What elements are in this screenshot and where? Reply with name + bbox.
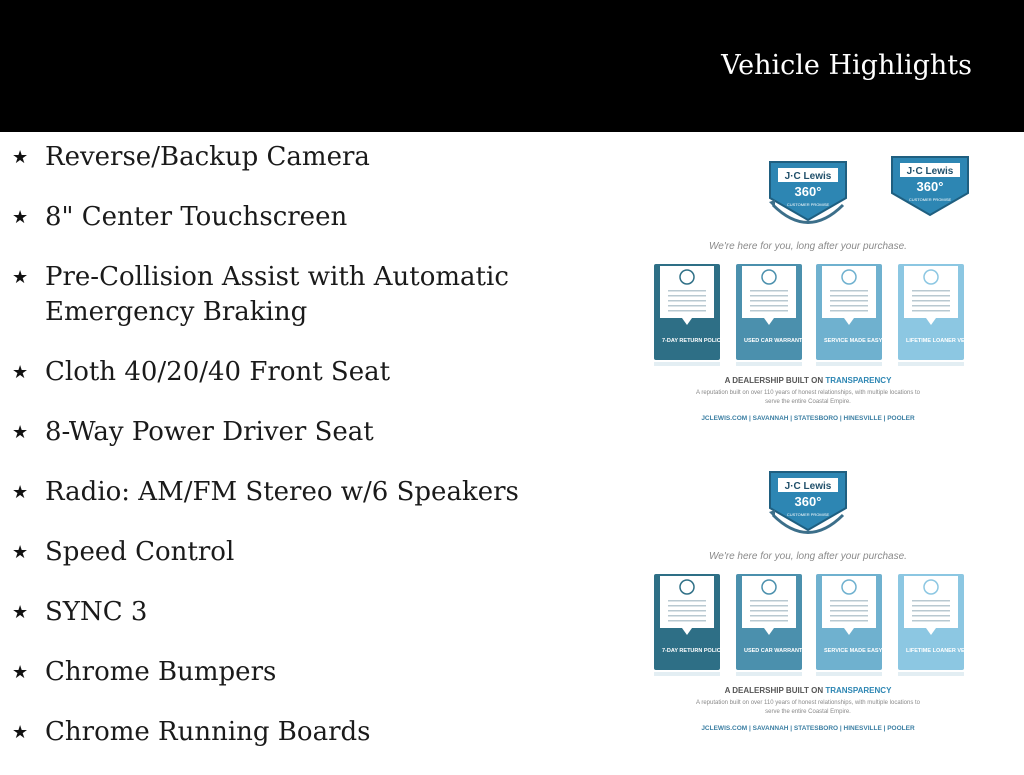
card-text-line <box>668 295 706 297</box>
card-text-line <box>912 605 950 607</box>
feature-text: Radio: AM/FM Stereo w/6 Speakers <box>45 477 519 507</box>
logo-sub: CUSTOMER PROMISE <box>786 512 830 517</box>
card-label: 7-DAY RETURN POLICY <box>662 648 725 654</box>
card-text-line <box>750 600 788 602</box>
card-text-line <box>668 600 706 602</box>
card-text-line <box>830 605 868 607</box>
card-text-line <box>750 310 788 312</box>
card-text-line <box>750 300 788 302</box>
card-text-line <box>830 300 868 302</box>
feature-text: Chrome Running Boards <box>45 717 371 747</box>
star-icon: ★ <box>12 722 29 743</box>
card-text-line <box>750 605 788 607</box>
card-text-line <box>912 295 950 297</box>
card-reflection <box>736 362 802 366</box>
page-header <box>0 0 1024 132</box>
logo-text: J·C Lewis <box>784 481 832 492</box>
feature-item <box>12 200 592 235</box>
feature-text: Reverse/Backup Camera <box>45 142 370 172</box>
feature-item <box>12 655 592 690</box>
card-reflection <box>654 672 720 676</box>
card-text-line <box>668 610 706 612</box>
promo-body-2: serve the entire Coastal Empire. <box>765 399 851 405</box>
page-title: Vehicle Highlights <box>721 50 972 81</box>
feature-text: Speed Control <box>45 537 235 567</box>
logo-360: 360° <box>916 179 944 194</box>
card-text-line <box>830 295 868 297</box>
feature-text: 8-Way Power Driver Seat <box>45 417 374 447</box>
feature-list <box>12 140 592 775</box>
card-text-line <box>830 310 868 312</box>
promo-headline <box>725 686 892 695</box>
card-reflection <box>898 362 964 366</box>
feature-item <box>12 715 592 750</box>
card-text-line <box>750 305 788 307</box>
card-reflection <box>816 672 882 676</box>
logo-360: 360° <box>794 494 822 509</box>
card-text-line <box>830 290 868 292</box>
card-label: SERVICE MADE EASY <box>824 648 883 654</box>
promo-headline <box>725 376 892 385</box>
feature-item <box>12 260 592 330</box>
card-reflection <box>736 672 802 676</box>
card-text-line <box>668 305 706 307</box>
star-icon: ★ <box>12 542 29 563</box>
card-label: USED CAR WARRANTY <box>744 648 807 654</box>
card-text-line <box>750 620 788 622</box>
card-label: 7-DAY RETURN POLICY <box>662 338 725 344</box>
card-text-line <box>750 610 788 612</box>
card-text-line <box>750 615 788 617</box>
card-text-line <box>912 600 950 602</box>
logo-sub: CUSTOMER PROMISE <box>786 202 830 207</box>
card-text-line <box>830 620 868 622</box>
feature-item <box>12 475 592 510</box>
card-text-line <box>668 620 706 622</box>
swoosh-arrow-icon <box>769 510 775 518</box>
card-reflection <box>654 362 720 366</box>
card-label: USED CAR WARRANTY <box>744 338 807 344</box>
card-text-line <box>750 295 788 297</box>
star-icon: ★ <box>12 207 29 228</box>
star-icon: ★ <box>12 267 29 288</box>
feature-text: Chrome Bumpers <box>45 657 277 687</box>
feature-text: SYNC 3 <box>45 597 148 627</box>
headline-emphasis: TRANSPARENCY <box>825 376 892 385</box>
swoosh-arrow-icon <box>769 200 775 208</box>
promo-graphic-2 <box>648 460 982 735</box>
promo-locations: JCLEWIS.COM | SAVANNAH | STATESBORO | HINESVILLE | POOLER <box>701 415 915 422</box>
card-label: LIFETIME LOANER VEHICLE <box>906 338 982 344</box>
card-text-line <box>912 610 950 612</box>
card-text-line <box>668 310 706 312</box>
card-text-line <box>912 300 950 302</box>
promo-body-2: serve the entire Coastal Empire. <box>765 709 851 715</box>
card-text-line <box>830 305 868 307</box>
card-text-line <box>668 605 706 607</box>
card-text-line <box>830 600 868 602</box>
feature-item <box>12 355 592 390</box>
promo-locations: JCLEWIS.COM | SAVANNAH | STATESBORO | HINESVILLE | POOLER <box>701 725 915 732</box>
card-text-line <box>668 300 706 302</box>
card-text-line <box>668 290 706 292</box>
card-text-line <box>750 290 788 292</box>
feature-text: 8" Center Touchscreen <box>45 202 348 232</box>
star-icon: ★ <box>12 422 29 443</box>
star-icon: ★ <box>12 147 29 168</box>
headline-emphasis: TRANSPARENCY <box>825 686 892 695</box>
feature-item <box>12 595 592 630</box>
feature-item <box>12 140 592 175</box>
feature-text: Cloth 40/20/40 Front Seat <box>45 357 391 387</box>
star-icon: ★ <box>12 662 29 683</box>
star-icon: ★ <box>12 362 29 383</box>
promo-graphic-1 <box>648 150 982 425</box>
logo-360: 360° <box>794 184 822 199</box>
feature-text: Pre-Collision Assist with Automatic Emergency Braking <box>45 262 509 327</box>
card-text-line <box>830 615 868 617</box>
card-text-line <box>912 310 950 312</box>
star-icon: ★ <box>12 602 29 623</box>
card-text-line <box>912 620 950 622</box>
logo-text: J·C Lewis <box>906 166 954 177</box>
card-reflection <box>816 362 882 366</box>
promo-body-1: A reputation built on over 110 years of honest relationships, with multiple locations to <box>695 700 921 706</box>
card-text-line <box>912 290 950 292</box>
card-text-line <box>830 610 868 612</box>
card-label: LIFETIME LOANER VEHICLE <box>906 648 982 654</box>
feature-item <box>12 415 592 450</box>
logo-text: J·C Lewis <box>784 171 832 182</box>
card-text-line <box>912 305 950 307</box>
card-text-line <box>912 615 950 617</box>
headline-prefix: A DEALERSHIP BUILT ON <box>724 376 826 385</box>
promo-tagline: We're here for you, long after your purchase. <box>709 241 907 252</box>
feature-item <box>12 535 592 570</box>
card-text-line <box>668 615 706 617</box>
logo-sub: CUSTOMER PROMISE <box>908 197 952 202</box>
star-icon: ★ <box>12 482 29 503</box>
promo-tagline: We're here for you, long after your purchase. <box>709 551 907 562</box>
card-label: SERVICE MADE EASY <box>824 338 883 344</box>
promo-body-1: A reputation built on over 110 years of honest relationships, with multiple locations to <box>695 390 921 396</box>
card-reflection <box>898 672 964 676</box>
headline-prefix: A DEALERSHIP BUILT ON <box>724 686 826 695</box>
